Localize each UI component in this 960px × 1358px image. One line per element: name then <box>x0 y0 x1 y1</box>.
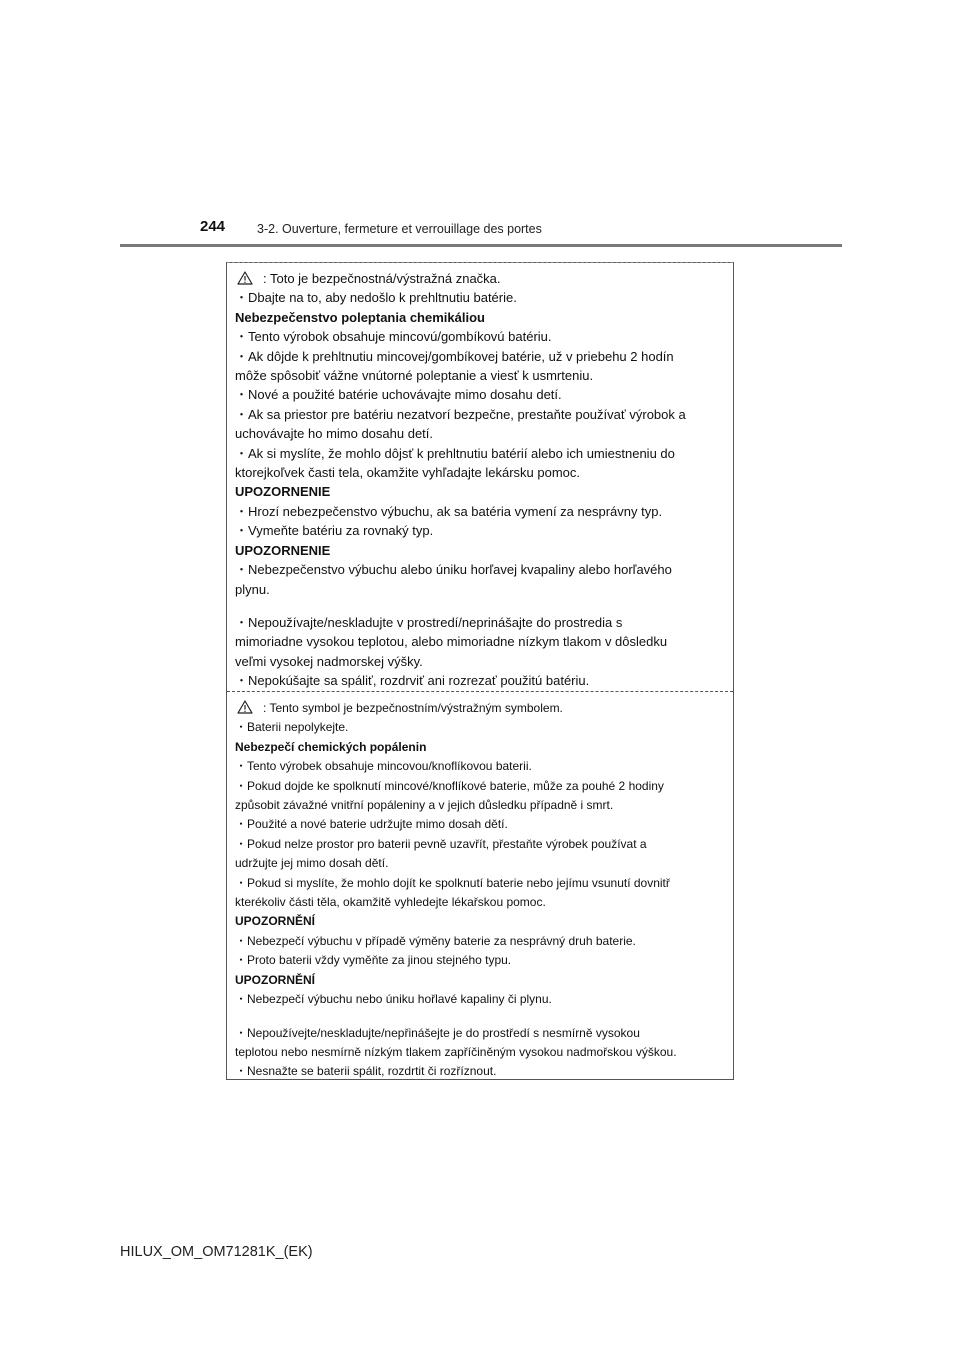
warning-line-text: uchovávajte ho mimo dosahu detí. <box>235 426 434 442</box>
warning-line <box>235 718 725 737</box>
warning-line <box>235 951 725 970</box>
section-title: 3-2. Ouverture, fermeture et verrouillage des portes <box>257 222 542 236</box>
warning-heading <box>235 738 725 757</box>
warning-line-text: ・Baterii nepolykejte. <box>235 720 349 735</box>
paragraph-gap <box>235 1010 725 1024</box>
warning-line <box>235 444 725 463</box>
warning-line-text: ・Nepoužívejte/neskladujte/nepřinášejte je do prostředí s nesmírně vysokou <box>235 1025 640 1040</box>
warning-line <box>235 1043 725 1062</box>
warning-line-text: ・Ak si myslíte, že mohlo dôjsť k prehltnutiu batérií alebo ich umiestneniu do <box>235 445 675 461</box>
warning-triangle-icon <box>237 271 253 285</box>
battery-warning-box <box>226 262 734 1080</box>
warning-heading <box>235 308 725 327</box>
warning-line-text: : Toto je bezpečnostná/výstražná značka. <box>263 271 501 286</box>
warning-line-text: ・Použité a nové baterie udržujte mimo dosah dětí. <box>235 817 508 832</box>
warning-line <box>235 777 725 796</box>
warning-line-text: ・Nebezpečenstvo výbuchu alebo úniku horľavej kvapaliny alebo horľavého <box>235 562 672 578</box>
warning-line-text: : Tento symbol je bezpečnostním/výstražným symbolem. <box>263 701 563 715</box>
warning-line-text: ・Nepoužívajte/neskladujte v prostredí/neprinášajte do prostredia s <box>235 614 623 630</box>
warning-line-text: môže spôsobiť vážne vnútorné poleptanie a viesť k usmrteniu. <box>235 368 594 384</box>
paragraph-gap <box>235 599 725 613</box>
warning-line-text: udržujte jej mimo dosah dětí. <box>235 856 389 871</box>
warning-line-text: UPOZORNENIE <box>235 484 331 500</box>
warning-line <box>235 288 725 307</box>
warning-line-text: UPOZORNĚNÍ <box>235 914 316 929</box>
czech-warning-text <box>235 699 725 1082</box>
warning-line-text: UPOZORNENIE <box>235 542 331 558</box>
warning-line-text: ・Nepokúšajte sa spáliť, rozdrviť ani rozrezať použitú batériu. <box>235 673 590 689</box>
warning-line <box>235 796 725 815</box>
warning-heading <box>235 912 725 931</box>
warning-line-text: mimoriadne vysokou teplotou, alebo mimoriadne nízkym tlakom v dôsledku <box>235 634 668 650</box>
header-rule <box>120 244 842 247</box>
warning-line-text: ・Ak dôjde k prehltnutiu mincovej/gombíkovej batérie, už v priebehu 2 hodín <box>235 348 674 364</box>
warning-line <box>235 521 725 540</box>
warning-line <box>235 502 725 521</box>
warning-line <box>235 632 725 651</box>
warning-line <box>235 580 725 599</box>
warning-line-text: kterékoliv části těla, okamžitě vyhledejte lékařskou pomoc. <box>235 895 546 910</box>
warning-line-text: ・Tento výrobek obsahuje mincovou/knoflíkovou baterii. <box>235 759 532 774</box>
warning-line-text: ・Nesnažte se baterii spálit, rozdrtit či rozříznout. <box>235 1064 497 1079</box>
warning-line <box>235 893 725 912</box>
warning-line-text: ・Nebezpečí výbuchu v případě výměny baterie za nesprávný druh baterie. <box>235 933 636 948</box>
warning-line-text: Nebezpečenstvo poleptania chemikáliou <box>235 309 485 325</box>
warning-line-text: UPOZORNĚNÍ <box>235 972 316 987</box>
warning-line-text: ・Proto baterii vždy vyměňte za jinou stejného typu. <box>235 953 512 968</box>
warning-line <box>235 815 725 834</box>
warning-line-text: ・Nebezpečí výbuchu nebo úniku hořlavé kapaliny či plynu. <box>235 992 552 1007</box>
warning-line <box>235 1024 725 1043</box>
warning-heading <box>235 482 725 501</box>
warning-line <box>235 990 725 1009</box>
warning-heading <box>235 971 725 990</box>
warning-line <box>235 405 725 424</box>
warning-line-text: ・Vymeňte batériu za rovnaký typ. <box>235 523 434 539</box>
warning-line-text: plynu. <box>235 581 270 597</box>
warning-line-text: ・Hrozí nebezpečenstvo výbuchu, ak sa batéria vymení za nesprávny typ. <box>235 503 663 519</box>
warning-line-text: ktorejkoľvek časti tela, okamžite vyhľadajte lekársku pomoc. <box>235 465 581 481</box>
warning-line <box>235 463 725 482</box>
warning-line <box>235 671 725 690</box>
warning-line <box>235 560 725 579</box>
warning-line <box>235 854 725 873</box>
warning-line <box>235 699 725 718</box>
warning-line <box>235 835 725 854</box>
document-code: HILUX_OM_OM71281K_(EK) <box>120 1244 313 1260</box>
warning-line <box>235 424 725 443</box>
warning-line-text: teplotou nebo nesmírně nízkým tlakem zapříčiněným vysokou nadmořskou výškou. <box>235 1044 677 1059</box>
warning-line-text: ・Pokud dojde ke spolknutí mincové/knoflíkové baterie, může za pouhé 2 hodiny <box>235 778 664 793</box>
warning-line-text: ・Dbajte na to, aby nedošlo k prehltnutiu batérie. <box>235 290 517 306</box>
warning-triangle-icon <box>237 700 253 714</box>
warning-line <box>235 613 725 632</box>
warning-line-text: ・Nové a použité batérie uchovávajte mimo dosahu detí. <box>235 387 562 403</box>
warning-line <box>235 269 725 288</box>
slovak-warning-text <box>235 269 725 691</box>
warning-line <box>235 757 725 776</box>
warning-heading <box>235 541 725 560</box>
warning-line <box>235 652 725 671</box>
warning-line-text: Nebezpečí chemických popálenin <box>235 739 427 754</box>
warning-line <box>235 385 725 404</box>
warning-line-text: ・Tento výrobok obsahuje mincovú/gombíkovú batériu. <box>235 329 552 345</box>
page-number: 244 <box>200 218 226 235</box>
warning-line <box>235 1062 725 1081</box>
warning-line-text: ・Pokud nelze prostor pro baterii pevně uzavřít, přestaňte výrobek používat a <box>235 836 647 851</box>
warning-line-text: veľmi vysokej nadmorskej výšky. <box>235 653 423 669</box>
warning-line-text: způsobit závažné vnitřní popáleniny a v jejich důsledku případně i smrt. <box>235 798 614 813</box>
warning-line <box>235 366 725 385</box>
warning-line <box>235 874 725 893</box>
language-divider <box>227 691 733 692</box>
warning-line-text: ・Pokud si myslíte, že mohlo dojít ke spolknutí baterie nebo jejímu vsunutí dovnitř <box>235 875 670 890</box>
warning-line-text: ・Ak sa priestor pre batériu nezatvorí bezpečne, prestaňte používať výrobok a <box>235 406 686 422</box>
warning-line <box>235 932 725 951</box>
warning-line <box>235 327 725 346</box>
warning-line <box>235 347 725 366</box>
